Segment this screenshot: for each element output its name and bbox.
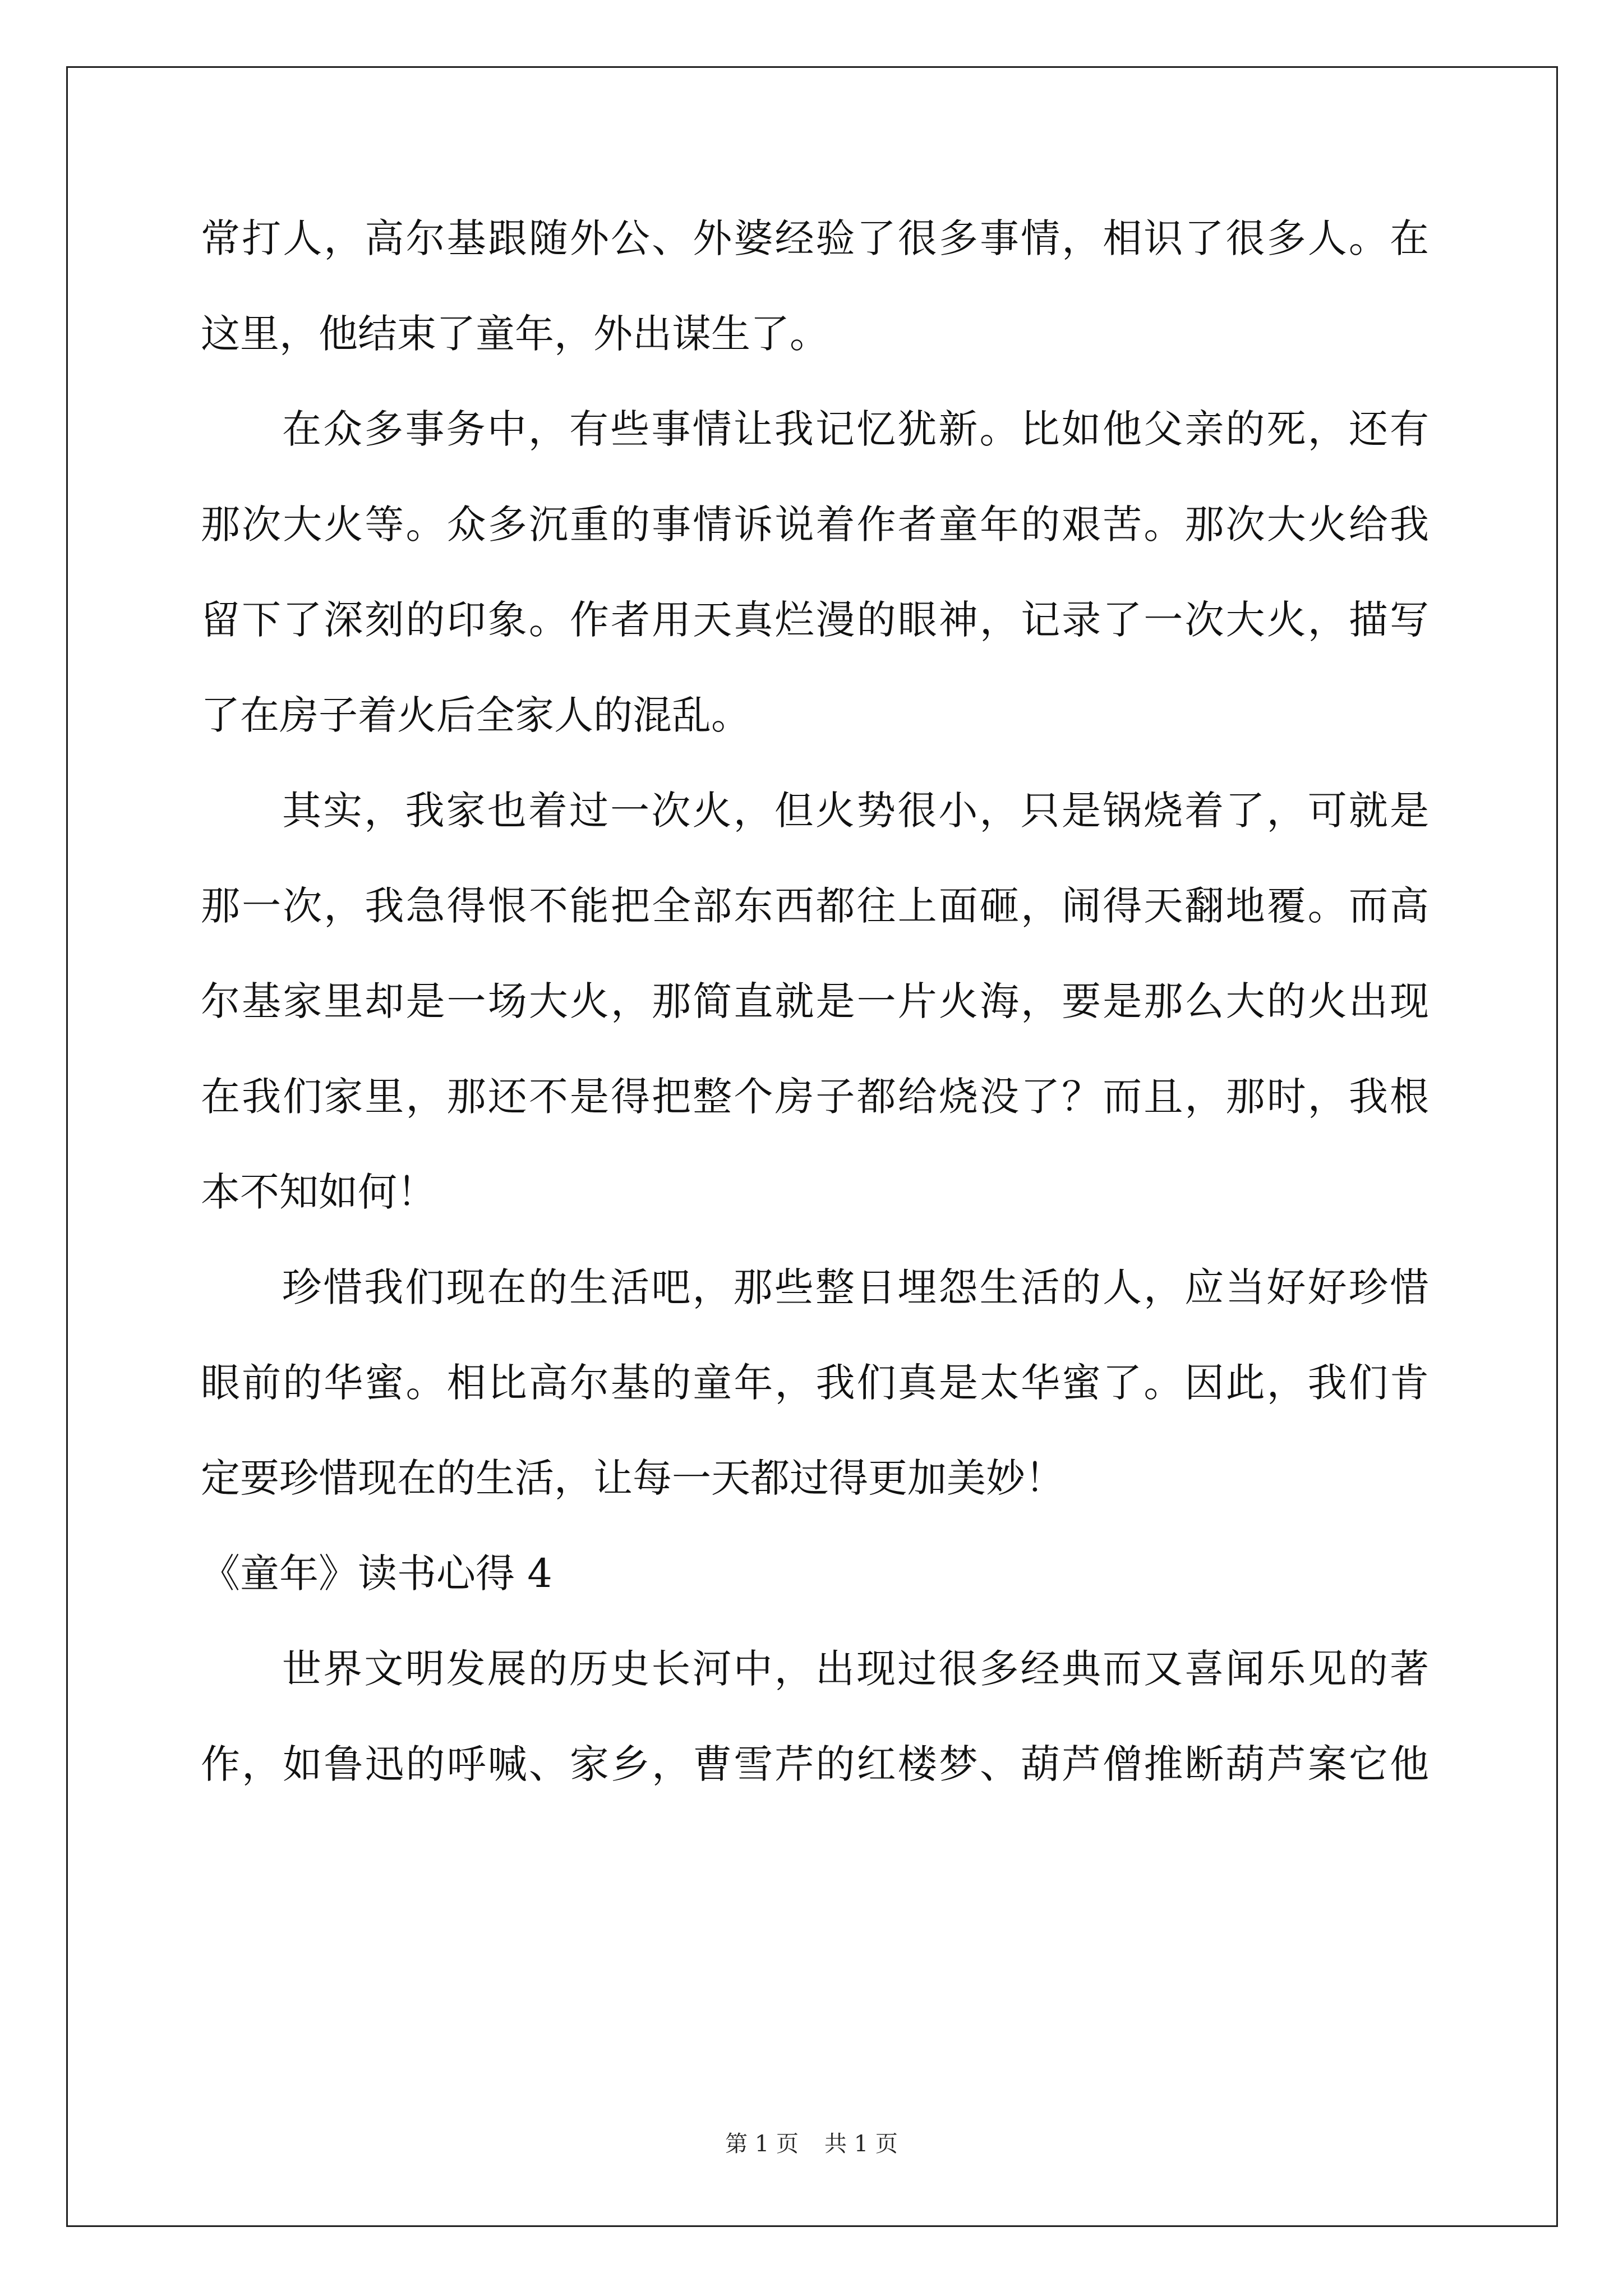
text-line: 留下了深刻的印象。作者用天真烂漫的眼神，记录了一次大火，描写 xyxy=(201,597,1429,643)
paragraph xyxy=(201,381,1429,763)
paragraph xyxy=(201,1621,1429,1812)
page-total: 共 1 页 xyxy=(824,2131,898,2157)
text-line: 本不知如何！ xyxy=(201,1169,436,1215)
page-number: 第 1 页 xyxy=(725,2131,799,2157)
text-line: 其实，我家也着过一次火，但火势很小，只是锅烧着了，可就是 xyxy=(282,788,1429,834)
text-line: 珍惜我们现在的生活吧，那些整日埋怨生活的人，应当好好珍惜 xyxy=(282,1264,1429,1310)
page-footer xyxy=(0,2126,1623,2158)
paragraph xyxy=(201,191,1429,381)
text-line: 世界文明发展的历史长河中，出现过很多经典而又喜闻乐见的著 xyxy=(282,1646,1429,1692)
text-line: 尔基家里却是一场大火，那简直就是一片火海，要是那么大的火出现 xyxy=(201,978,1429,1024)
text-line: 了在房子着火后全家人的混乱。 xyxy=(201,692,750,738)
text-line: 眼前的华蜜。相比高尔基的童年，我们真是太华蜜了。因此，我们肯 xyxy=(201,1360,1429,1406)
text-line: 定要珍惜现在的生活，让每一天都过得更加美妙！ xyxy=(201,1455,1064,1501)
paragraph xyxy=(201,1240,1429,1526)
text-line: 那次大火等。众多沉重的事情诉说着作者童年的艰苦。那次大火给我 xyxy=(201,501,1429,547)
text-line: 作，如鲁迅的呼喊、家乡，曹雪芹的红楼梦、葫芦僧推断葫芦案它他 xyxy=(201,1741,1429,1787)
text-line: 那一次，我急得恨不能把全部东西都往上面砸，闹得天翻地覆。而高 xyxy=(201,883,1429,929)
document-body xyxy=(201,191,1429,1812)
text-line: 在我们家里，那还不是得把整个房子都给烧没了？而且，那时，我根 xyxy=(201,1074,1429,1120)
text-line: 这里，他结束了童年，外出谋生了。 xyxy=(201,311,829,357)
section-heading: 《童年》读书心得 4 xyxy=(201,1550,552,1596)
text-line: 在众多事务中，有些事情让我记忆犹新。比如他父亲的死，还有 xyxy=(282,406,1429,452)
paragraph xyxy=(201,763,1429,1240)
text-line: 常打人，高尔基跟随外公、外婆经验了很多事情，相识了很多人。在 xyxy=(201,215,1429,261)
